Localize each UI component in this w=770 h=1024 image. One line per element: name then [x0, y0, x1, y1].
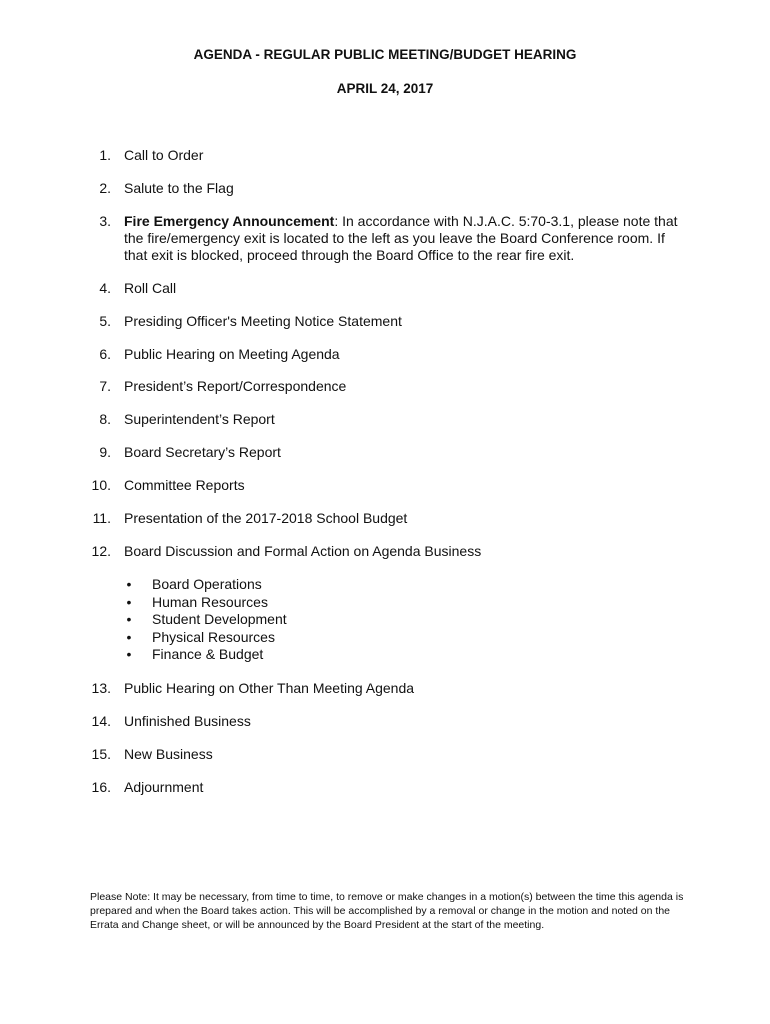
item-text: Committee Reports: [124, 477, 245, 493]
item-number: 13.: [91, 680, 111, 696]
bullet-icon: •: [126, 611, 132, 627]
item-number: 7.: [99, 378, 111, 394]
footer-note: Please Note: It may be necessary, from time to time, to remove or make changes in a motion(s) between the time this agenda is prepared and when the Board takes action. This will be accomplished by a removal or change in the motion and noted on the Errata and Change sheet, or will be announced by the Board President at the start of the meeting.: [90, 891, 684, 931]
item-text: Public Hearing on Other Than Meeting Agenda: [124, 680, 415, 696]
item-text: Board Discussion and Formal Action on Agenda Business: [124, 543, 482, 559]
item-text: Superintendent’s Report: [124, 411, 275, 427]
bullet-icon: •: [126, 628, 132, 645]
agenda-item: [84, 477, 684, 494]
agenda-item: [84, 713, 684, 730]
item-number: 14.: [91, 713, 111, 729]
sub-item-text: Student Development: [152, 611, 287, 627]
agenda-item: [84, 510, 684, 527]
agenda-item: [84, 213, 684, 264]
agenda-item: [84, 411, 684, 428]
item-text: [124, 213, 684, 264]
item-text: Roll Call: [124, 280, 177, 296]
item-bold-label: Fire Emergency Announcement: [124, 213, 335, 229]
item-text: Adjournment: [124, 779, 204, 795]
sub-item-text: Physical Resources: [152, 628, 275, 645]
meeting-date: APRIL 24, 2017: [336, 81, 434, 96]
item-number: 8.: [99, 411, 111, 427]
agenda-item: [84, 444, 684, 461]
item-number: 10.: [91, 477, 111, 493]
item-text: Presiding Officer's Meeting Notice Statement: [124, 313, 402, 329]
agenda-item: [84, 779, 684, 796]
agenda-item: [84, 746, 684, 763]
item-number: 3.: [99, 213, 111, 229]
item-text: Presentation of the 2017-2018 School Budget: [124, 510, 408, 526]
item-body: : In accordance with N.J.A.C. 5:70-3.1, please note that the fire/emergency exit is located to the left as you leave the Board Conference room. If that exit is blocked, proceed through the Board Office to the rear fire exit.: [124, 213, 678, 263]
item-number: 9.: [99, 444, 111, 460]
item-number: 1.: [99, 147, 111, 163]
sub-item-text: Human Resources: [152, 593, 268, 610]
item-text: New Business: [124, 746, 213, 762]
item-text: Public Hearing on Meeting Agenda: [124, 346, 340, 362]
sub-item-text: Board Operations: [152, 576, 262, 592]
page-title: AGENDA - REGULAR PUBLIC MEETING/BUDGET HEARING: [193, 47, 577, 62]
agenda-item: [84, 313, 684, 330]
item-text: Unfinished Business: [124, 713, 251, 729]
item-number: 12.: [91, 543, 111, 559]
item-number: 2.: [99, 180, 111, 196]
agenda-item: [84, 180, 684, 197]
sub-item-text: Finance & Budget: [152, 646, 264, 662]
agenda-item: [84, 378, 684, 395]
item-number: 11.: [92, 510, 111, 526]
agenda-item: [84, 680, 684, 697]
item-text: Board Secretary’s Report: [124, 444, 281, 460]
agenda-item: [84, 543, 684, 560]
agenda-item: [84, 346, 684, 363]
item-number: 15.: [91, 746, 111, 762]
agenda-item: [84, 280, 684, 297]
item-text: Salute to the Flag: [124, 180, 234, 196]
item-number: 6.: [99, 346, 111, 362]
item-text: Call to Order: [124, 147, 204, 163]
item-number: 5.: [99, 313, 111, 329]
agenda-item: [84, 147, 684, 164]
item-number: 4.: [99, 280, 111, 296]
item-number: 16.: [91, 779, 111, 795]
bullet-icon: •: [126, 593, 132, 610]
item-text: President’s Report/Correspondence: [124, 378, 347, 394]
bullet-icon: •: [126, 646, 132, 662]
bullet-icon: •: [126, 576, 132, 592]
